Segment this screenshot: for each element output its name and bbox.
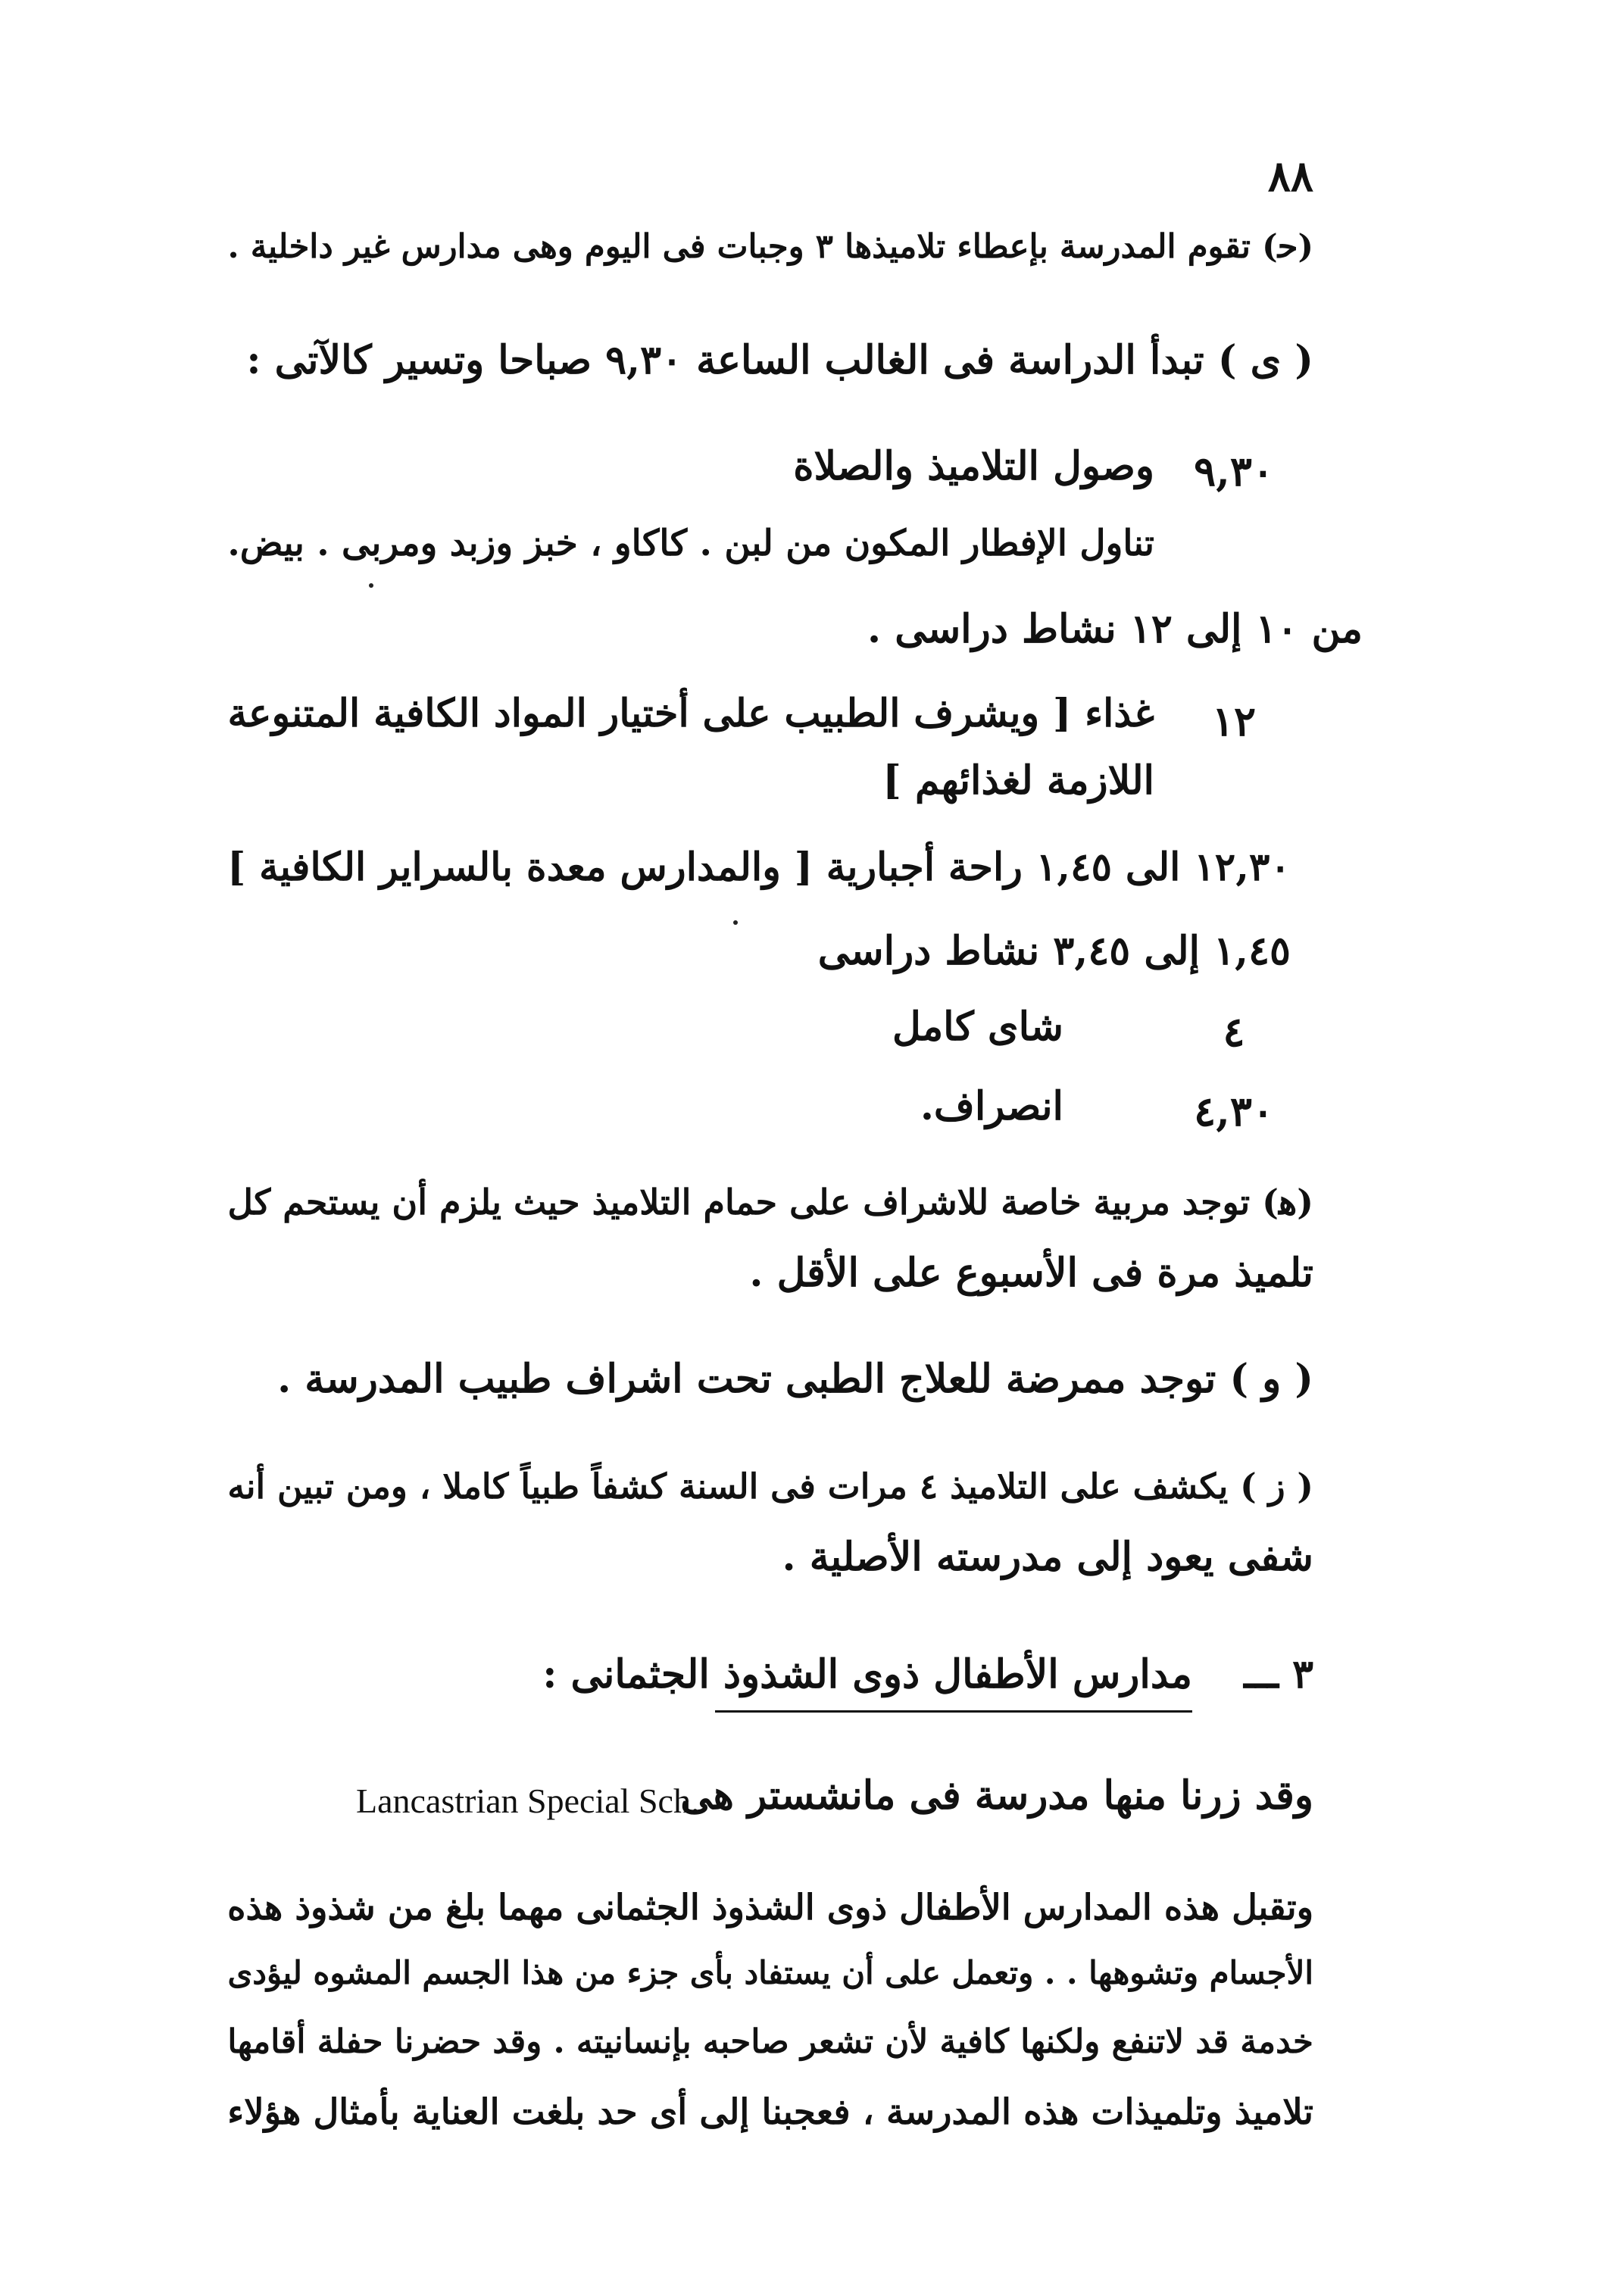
schedule-text-4: ١٢,٣٠ الى ١,٤٥ راحة أجبارية [ والمدارس معدة بالسراير الكافية ] [227,845,1291,890]
scan-speck [369,583,373,588]
paragraph-line-3: خدمة قد لاتنفع ولكنها كافية لأن تشعر صاحبه بإنسانيته . وقد حضرنا حفلة أقامها [227,2022,1313,2061]
item-f-line: ( و ) توجد ممرضة للعلاج الطبى تحت اشراف طبيب المدرسة . [277,1356,1313,1402]
item-c-line: (ﺣ) تقوم المدرسة بإعطاء تلاميذها ٣ وجبات فى اليوم وهى مدارس غير داخلية . [227,227,1313,266]
section-number: ٣ ـــ [1244,1651,1313,1697]
item-g-line: ( ز ) يكشف على التلاميذ ٤ مرات فى السنة كشفاً طبياً كاملا ، ومن تبين أنه [227,1466,1313,1507]
visit-line-school-name: Lancastrian Special Sch. [356,1781,700,1820]
paragraph-line-4: تلاميذ وتلميذات هذه المدرسة ، فعجبنا إلى أى حد بلغت العناية بأمثال هؤلاء [227,2091,1313,2132]
section-heading: مدارس الأطفال ذوى الشذوذ الجثمانى : [542,1651,1192,1697]
section-heading-underline [715,1710,1192,1713]
schedule-text-6: شاى كامل [892,1004,1063,1050]
schedule-time-7: ٤,٣٠ [1194,1087,1274,1135]
schedule-text-3b: اللازمة لغذائهم ] [882,757,1154,804]
visit-line-arabic: وقد زرنا منها مدرسة فى مانشستر هى [680,1772,1313,1819]
schedule-time-1: ٩,٣٠ [1194,447,1274,495]
paragraph-line-1: وتقبل هذه المدارس الأطفال ذوى الشذوذ الجثمانى مهما بلغ من شذوذ هذه [227,1886,1313,1928]
schedule-text-1: وصول التلاميذ والصلاة [793,443,1154,489]
scan-speck [733,920,738,925]
schedule-time-3: ١٢ [1211,697,1256,745]
item-g-line-2: شفى يعود إلى مدرسته الأصلية . [782,1534,1313,1580]
schedule-text-2: من ١٠ إلى ١٢ نشاط دراسى . [867,606,1363,652]
page-number: ٨٨ [1267,151,1313,201]
schedule-text-7: انصراف. [920,1083,1063,1129]
item-e-line: (ﻫ) توجد مربية خاصة للاشراف على حمام التلاميذ حيث يلزم أن يستحم كل [227,1182,1313,1223]
paragraph-line-2: الأجسام وتشوهها . . وتعمل على أن يستفاد بأى جزء من هذا الجسم المشوه ليؤدى [227,1954,1313,1991]
item-e-line-2: تلميذ مرة فى الأسبوع على الأقل . [749,1250,1313,1296]
schedule-text-3: غذاء [ ويشرف الطبيب على أختيار المواد الكافية المتنوعة [227,691,1154,736]
schedule-text-1b: تناول الإفطار المكون من لبن . كاكاو ، خبز وزبد ومربى . بيض. [227,523,1154,564]
item-d-line: ( ى ) تبدأ الدراسة فى الغالب الساعة ٩,٣٠ صباحا وتسير كالآتى : [246,337,1313,383]
schedule-time-6: ٤ [1223,1007,1245,1056]
schedule-text-5: ١,٤٥ إلى ٣,٤٥ نشاط دراسى [817,928,1291,974]
